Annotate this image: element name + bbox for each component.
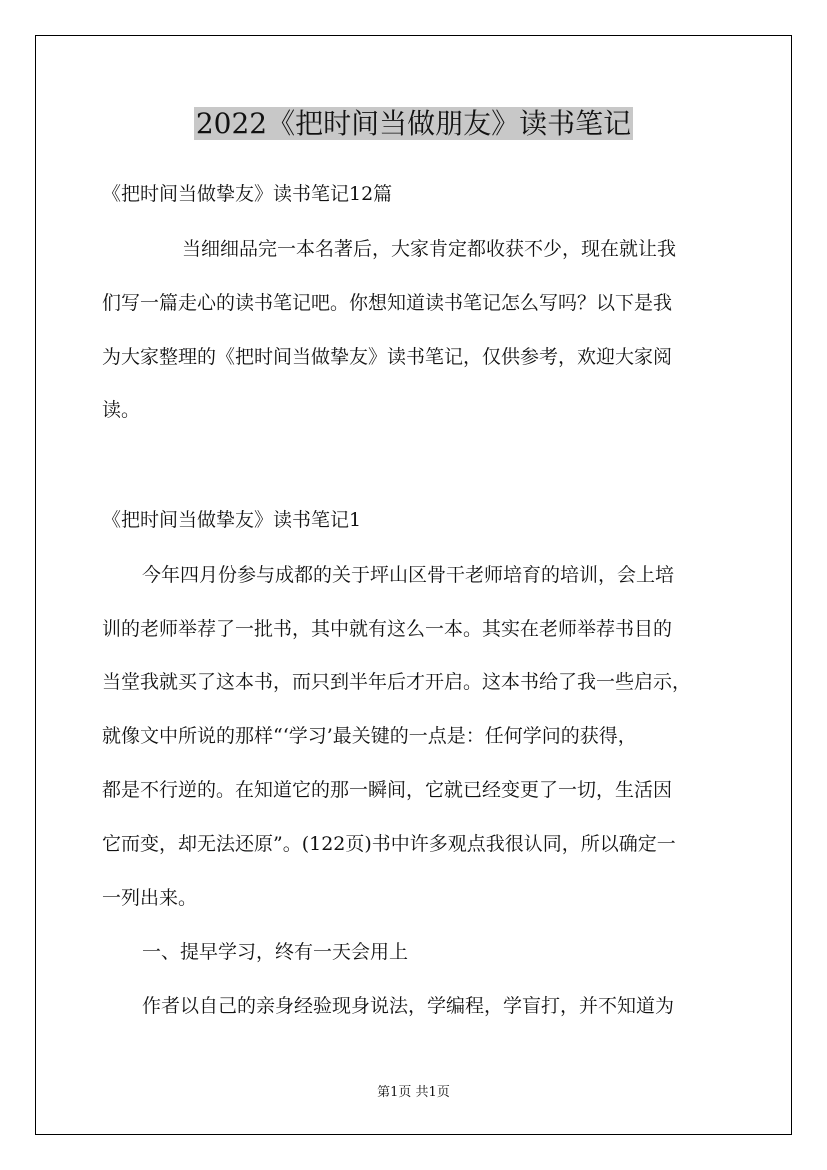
body-line: 就像文中所说的那样“‘学习’最关键的一点是：任何学问的获得， — [102, 725, 637, 747]
body-line: 今年四月份参与成都的关于坪山区骨干老师培育的培训，会上培 — [142, 564, 675, 586]
intro-line: 为大家整理的《把时间当做挚友》读书笔记，仅供参考，欢迎大家阅 — [102, 346, 673, 368]
body-line: 都是不行逆的。在知道它的那一瞬间，它就已经变更了一切，生活因 — [102, 779, 673, 801]
intro-line: 读。 — [102, 399, 141, 421]
page-number-footer: 第1页 共1页 — [377, 1085, 450, 1100]
body-line: 训的老师举荐了一批书，其中就有这么一本。其实在老师举荐书目的 — [102, 618, 673, 640]
intro-line: 们写一篇走心的读书笔记吧。你想知道读书笔记怎么写吗？以下是我 — [102, 292, 673, 314]
section-heading: 《把时间当做挚友》读书笔记1 — [102, 509, 362, 531]
body-line: 它而变，却无法还原”。(122页)书中许多观点我很认同，所以确定一 — [102, 833, 676, 855]
intro-line: 当细细品完一本名著后，大家肯定都收获不少，现在就让我 — [182, 238, 677, 260]
body-line: 当堂我就买了这本书，而只到半年后才开启。这本书给了我一些启示， — [102, 671, 692, 693]
document-title-text: 2022《把时间当做朋友》读书笔记 — [195, 107, 632, 140]
document-subtitle: 《把时间当做挚友》读书笔记12篇 — [102, 183, 393, 205]
body-line: 一列出来。 — [102, 887, 198, 909]
document-title — [0, 104, 827, 144]
body-line: 作者以自己的亲身经验现身说法，学编程，学盲打，并不知道为 — [142, 995, 675, 1017]
point-heading: 一、提早学习，终有一天会用上 — [142, 941, 409, 963]
